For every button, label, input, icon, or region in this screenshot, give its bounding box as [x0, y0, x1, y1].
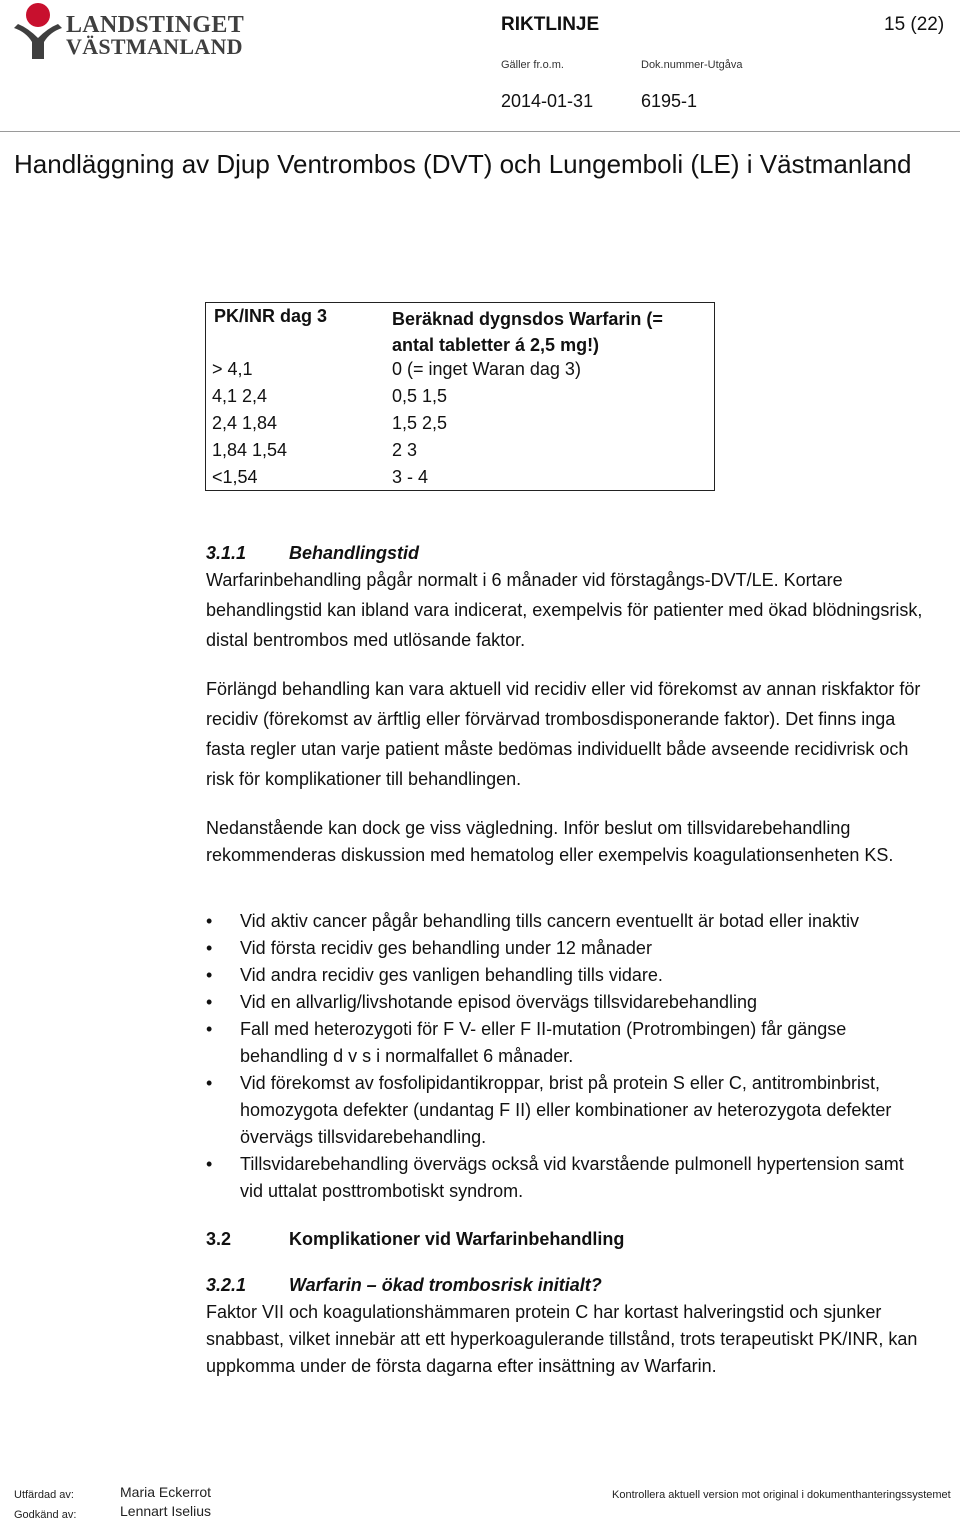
approved-by-name: Lennart Iselius — [120, 1503, 212, 1519]
version-note: Kontrollera aktuell version mot original i dokumenthanteringssystemet — [612, 1489, 951, 1501]
landstinget-logo — [12, 2, 245, 62]
table-cell-dose: 3 - 4 — [392, 467, 429, 487]
table-row — [206, 467, 714, 494]
issued-by-label: Utfärdad av: — [14, 1489, 74, 1501]
section-321-number: 3.2.1 — [206, 1275, 247, 1295]
logo-figure-icon — [12, 2, 64, 60]
table-header-inr: PK/INR dag 3 — [214, 306, 328, 326]
approved-by-label: Godkänd av: — [14, 1509, 77, 1521]
section-311-title: Behandlingstid — [289, 543, 419, 563]
table-cell-inr: 2,4 1,84 — [212, 413, 278, 433]
table-cell-inr: 4,1 2,4 — [212, 386, 268, 406]
inr-dose-table — [205, 302, 715, 491]
logo-line-2: VÄSTMANLAND — [66, 34, 243, 59]
table-row — [206, 440, 714, 467]
table-cell-dose: 1,5 2,5 — [392, 413, 448, 433]
section-32-number: 3.2 — [206, 1229, 232, 1249]
list-item: • Fall med heterozygoti för F V- eller F II-mutation (Protrombingen) får gängse behandling d v s i normalfallet 6 månader. — [206, 1016, 931, 1070]
section-321-paragraph: Faktor VII och koagulationshämmaren protein C har kortast halveringstid och sjunker snabbast, vilket innebär att ett hyperkoagulerande tillstånd, trots terapeutiskt PK/INR, kan uppkomma under de första dagarna efter insättning av Warfarin. — [206, 1302, 918, 1376]
table-cell-dose: 0,5 1,5 — [392, 386, 448, 406]
page-number: 15 (22) — [884, 14, 945, 35]
list-item: • Vid första recidiv ges behandling under 12 månader — [206, 935, 931, 962]
list-item: • Vid andra recidiv ges vanligen behandling tills vidare. — [206, 962, 931, 989]
section-32-title: Komplikationer vid Warfarinbehandling — [289, 1229, 625, 1249]
list-item: • Vid förekomst av fosfolipidantikroppar, brist på protein S eller C, antitrombinbrist, homozygota defekter (undantag F II) eller kombinationer av heterozygota defekter övervägs tillsvidarebehandling. — [206, 1070, 931, 1151]
valid-from-date: 2014-01-31 — [501, 91, 594, 111]
section-311-number: 3.1.1 — [206, 543, 247, 563]
logo-line-1: LANDSTINGET — [66, 12, 245, 38]
table-cell-inr: <1,54 — [212, 467, 258, 487]
valid-from-label: Gäller fr.o.m. — [501, 59, 564, 71]
table-cell-dose: 0 (= inget Waran dag 3) — [392, 359, 581, 379]
header-divider — [0, 131, 960, 132]
doc-number: 6195-1 — [641, 91, 698, 111]
recommendation-list — [206, 908, 931, 1205]
section-311-paragraph-2: Förlängd behandling kan vara aktuell vid recidiv eller vid förekomst av annan riskfaktor för recidiv (förekomst av ärftlig eller förvärvad trombosdisponerande faktor). Det finns inga fasta regler utan varje patient måste bedömas individuellt både avseende recidivrisk och risk för komplikationer till behandlingen. — [206, 679, 921, 789]
list-item: • Vid aktiv cancer pågår behandling tills cancern eventuellt är botad eller inaktiv — [206, 908, 931, 935]
table-cell-dose: 2 3 — [392, 440, 418, 460]
table-cell-inr: > 4,1 — [212, 359, 253, 379]
section-311-paragraph-1: Warfarinbehandling pågår normalt i 6 månader vid förstagångs-DVT/LE. Kortare behandlingstid kan ibland vara indicerat, exempelvis för patienter med ökad blödningsrisk, distal bentrombos med utlösande faktor. — [206, 570, 923, 650]
table-row — [206, 413, 714, 440]
table-header-dose: Beräknad dygnsdos Warfarin (= antal tabletter á 2,5 mg!) — [392, 309, 663, 355]
issued-by-name: Maria Eckerrot — [120, 1484, 212, 1500]
page-title: Handläggning av Djup Ventrombos (DVT) och Lungemboli (LE) i Västmanland — [14, 149, 912, 179]
section-321-title: Warfarin – ökad trombosrisk initialt? — [289, 1275, 602, 1295]
table-row — [206, 386, 714, 413]
table-row — [206, 359, 714, 386]
document-type: RIKTLINJE — [501, 14, 600, 35]
list-item: • Vid en allvarlig/livshotande episod övervägs tillsvidarebehandling — [206, 989, 931, 1016]
table-cell-inr: 1,84 1,54 — [212, 440, 288, 460]
doc-number-label: Dok.nummer-Utgåva — [641, 59, 743, 71]
section-311-paragraph-3: Nedanstående kan dock ge viss vägledning. Inför beslut om tillsvidarebehandling rekommenderas diskussion med hematolog eller exempelvis koagulationsenheten KS. — [206, 818, 894, 865]
list-item: • Tillsvidarebehandling övervägs också vid kvarstående pulmonell hypertension samt vid uttalat posttrombotiskt syndrom. — [206, 1151, 931, 1205]
